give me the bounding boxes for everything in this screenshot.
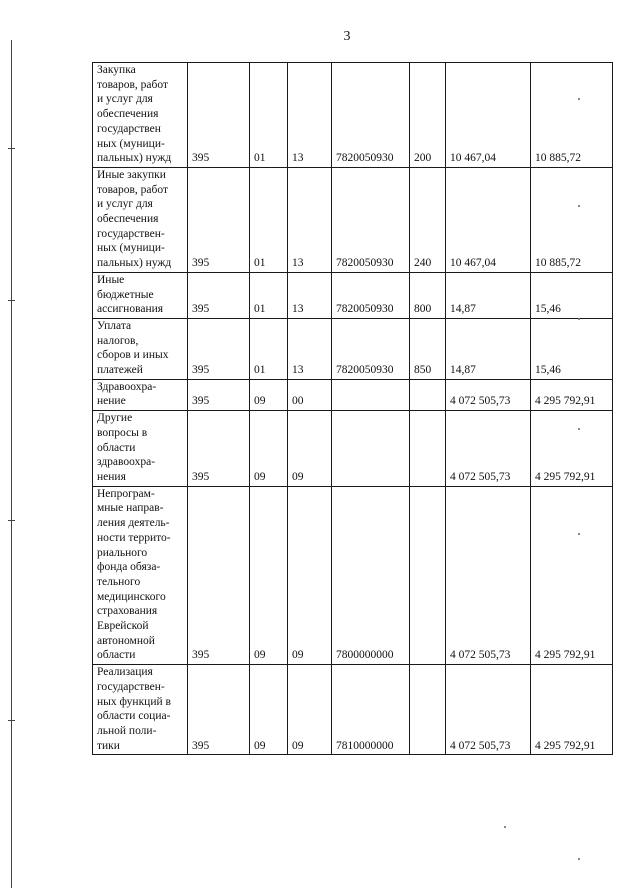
subsection-code-cell: 09: [288, 665, 332, 755]
table-row: [93, 486, 613, 664]
item-name-line: нение: [97, 395, 126, 408]
scan-speck: [578, 318, 580, 320]
gr-code-cell: 395: [188, 167, 250, 272]
item-name-cell: [93, 167, 188, 272]
amount-year1-cell: 14,87: [446, 318, 531, 379]
item-name-line: области: [97, 441, 136, 454]
section-code-cell: 09: [250, 379, 288, 410]
target-article-cell: [332, 411, 410, 487]
table-row: [93, 411, 613, 487]
binding-tick: [8, 300, 15, 301]
gr-code-cell: 395: [188, 272, 250, 318]
item-name-line: Реализация: [97, 666, 153, 679]
item-name-line: Закупка: [97, 64, 136, 76]
binding-tick: [8, 520, 15, 521]
item-name-line: товаров, работ: [97, 78, 169, 91]
subsection-code-cell: 13: [288, 318, 332, 379]
expense-type-cell: 200: [410, 63, 446, 168]
target-article-cell: 7820050930: [332, 63, 410, 168]
amount-year1-cell: 10 467,04: [446, 167, 531, 272]
gr-code-cell: 395: [188, 63, 250, 168]
item-name-line: Здравоохра-: [97, 380, 157, 393]
scan-speck: [578, 98, 580, 100]
item-name-line: пальных) нужд: [97, 257, 172, 270]
item-name-line: медицинского: [97, 590, 166, 603]
expense-type-cell: [410, 486, 446, 664]
item-name-line: Уплата: [97, 319, 132, 332]
budget-table: [92, 62, 613, 755]
amount-year2-cell: 4 295 792,91: [531, 665, 613, 755]
item-name-line: ассигнования: [97, 303, 164, 316]
item-name-line: Еврейской: [97, 620, 149, 633]
target-article-cell: 7810000000: [332, 665, 410, 755]
table-row: [93, 379, 613, 410]
item-name-line: мные направ-: [97, 502, 164, 515]
table-row: [93, 272, 613, 318]
gr-code-cell: 395: [188, 665, 250, 755]
item-name-cell: [93, 486, 188, 664]
item-name-line: ных (муници-: [97, 137, 165, 150]
item-name-line: товаров, работ: [97, 183, 169, 196]
item-name-line: здравоохра-: [97, 456, 156, 469]
item-name-line: платежей: [97, 364, 143, 377]
table-row: [93, 665, 613, 755]
item-name-line: ности террито-: [97, 531, 171, 544]
scan-speck: [578, 858, 580, 860]
target-article-cell: 7820050930: [332, 167, 410, 272]
item-name-line: ных (муници-: [97, 242, 165, 255]
item-name-line: Непрограм-: [97, 487, 155, 500]
amount-year1-cell: 14,87: [446, 272, 531, 318]
amount-year1-cell: 10 467,04: [446, 63, 531, 168]
amount-year1-cell: 4 072 505,73: [446, 486, 531, 664]
item-name-line: сборов и иных: [97, 349, 169, 362]
amount-year1-cell: 4 072 505,73: [446, 665, 531, 755]
table-body: [93, 63, 613, 755]
gr-code-cell: 395: [188, 318, 250, 379]
section-code-cell: 09: [250, 486, 288, 664]
expense-type-cell: [410, 665, 446, 755]
subsection-code-cell: 13: [288, 272, 332, 318]
item-name-line: нения: [97, 470, 126, 483]
section-code-cell: 09: [250, 665, 288, 755]
target-article-cell: [332, 379, 410, 410]
amount-year2-cell: 15,46: [531, 318, 613, 379]
item-name-line: бюджетные: [97, 288, 154, 301]
subsection-code-cell: 13: [288, 63, 332, 168]
subsection-code-cell: 09: [288, 411, 332, 487]
target-article-cell: 7820050930: [332, 272, 410, 318]
item-name-line: риального: [97, 546, 148, 559]
item-name-line: фонда обяза-: [97, 561, 161, 574]
amount-year1-cell: 4 072 505,73: [446, 411, 531, 487]
amount-year2-cell: 4 295 792,91: [531, 379, 613, 410]
item-name-line: Другие: [97, 412, 133, 425]
item-name-cell: [93, 318, 188, 379]
item-name-line: Иные: [97, 273, 125, 286]
target-article-cell: 7800000000: [332, 486, 410, 664]
section-code-cell: 01: [250, 63, 288, 168]
section-code-cell: 01: [250, 272, 288, 318]
item-name-line: государствен-: [97, 227, 165, 240]
scan-speck: [578, 205, 580, 207]
item-name-line: ления деятель-: [97, 517, 170, 530]
amount-year2-cell: 4 295 792,91: [531, 486, 613, 664]
scan-speck: [504, 826, 506, 828]
amount-year2-cell: 10 885,72: [531, 63, 613, 168]
expense-type-cell: 240: [410, 167, 446, 272]
item-name-line: обеспечения: [97, 213, 159, 226]
item-name-line: автономной: [97, 634, 155, 647]
item-name-line: вопросы в: [97, 426, 148, 439]
item-name-cell: [93, 63, 188, 168]
item-name-line: области: [97, 649, 136, 662]
table-row: [93, 63, 613, 168]
gr-code-cell: 395: [188, 411, 250, 487]
item-name-line: и услуг для: [97, 93, 153, 106]
item-name-line: Иные закупки: [97, 168, 166, 181]
expense-type-cell: 850: [410, 318, 446, 379]
amount-year2-cell: 15,46: [531, 272, 613, 318]
item-name-line: тики: [97, 739, 120, 752]
item-name-cell: [93, 665, 188, 755]
binding-edge-line: [11, 40, 12, 888]
amount-year2-cell: 10 885,72: [531, 167, 613, 272]
item-name-line: области социа-: [97, 710, 171, 723]
binding-tick: [8, 148, 15, 149]
item-name-line: налогов,: [97, 334, 139, 347]
table-row: [93, 167, 613, 272]
scan-speck: [578, 428, 580, 430]
subsection-code-cell: 13: [288, 167, 332, 272]
subsection-code-cell: 00: [288, 379, 332, 410]
amount-year2-cell: 4 295 792,91: [531, 411, 613, 487]
subsection-code-cell: 09: [288, 486, 332, 664]
expense-type-cell: [410, 411, 446, 487]
binding-tick: [8, 720, 15, 721]
item-name-cell: [93, 272, 188, 318]
section-code-cell: 01: [250, 318, 288, 379]
item-name-line: государствен-: [97, 680, 165, 693]
table-row: [93, 318, 613, 379]
item-name-line: страхования: [97, 605, 158, 618]
gr-code-cell: 395: [188, 379, 250, 410]
item-name-cell: [93, 379, 188, 410]
gr-code-cell: 395: [188, 486, 250, 664]
item-name-line: государствен: [97, 122, 161, 135]
item-name-line: льной поли-: [97, 724, 157, 737]
item-name-cell: [93, 411, 188, 487]
item-name-line: обеспечения: [97, 108, 159, 121]
page-number: 3: [343, 29, 351, 44]
amount-year1-cell: 4 072 505,73: [446, 379, 531, 410]
expense-type-cell: 800: [410, 272, 446, 318]
section-code-cell: 01: [250, 167, 288, 272]
item-name-line: и услуг для: [97, 198, 153, 211]
section-code-cell: 09: [250, 411, 288, 487]
target-article-cell: 7820050930: [332, 318, 410, 379]
item-name-line: пальных) нужд: [97, 152, 172, 165]
scan-speck: [578, 533, 580, 535]
item-name-line: ных функций в: [97, 695, 171, 708]
expense-type-cell: [410, 379, 446, 410]
item-name-line: тельного: [97, 575, 141, 588]
